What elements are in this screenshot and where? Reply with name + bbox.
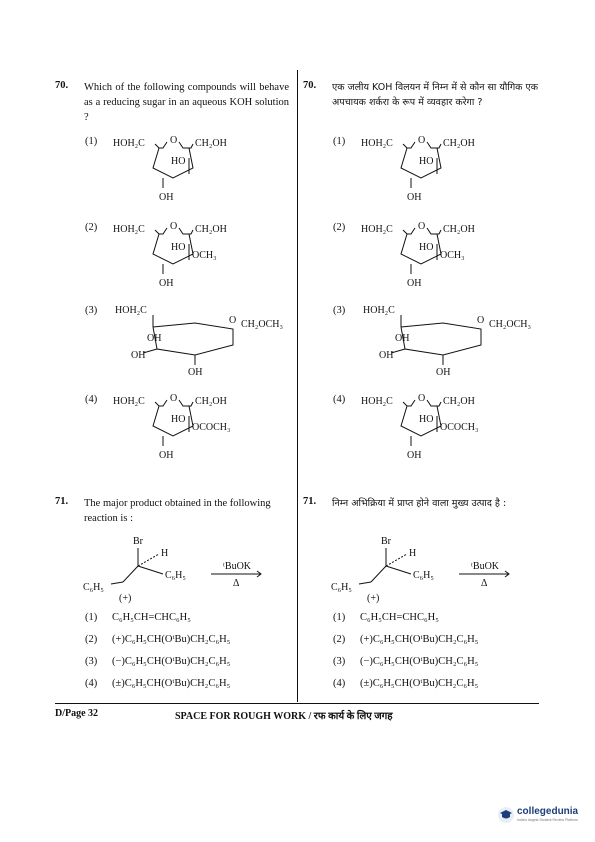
q71-text-en: The major product obtained in the following reaction is : bbox=[84, 498, 271, 524]
q70-structure-3 bbox=[113, 303, 303, 383]
h-label: H bbox=[161, 548, 169, 559]
q71-number: 71. bbox=[55, 496, 69, 507]
ho-label: HO bbox=[171, 242, 186, 253]
oh-label: OH bbox=[407, 450, 422, 461]
q70-option-label: (1) bbox=[85, 136, 98, 147]
oh-label: OH bbox=[436, 367, 451, 378]
q71-answer-label: (3) bbox=[85, 656, 98, 667]
left-substituent: HOH₂C bbox=[361, 224, 393, 235]
oh-label: OH bbox=[407, 192, 422, 203]
q71-number-hi: 71. bbox=[303, 496, 317, 507]
optical-sign: (+) bbox=[367, 593, 380, 604]
left-substituent: HOH₂C bbox=[361, 396, 393, 407]
q70-structure-4 bbox=[361, 392, 551, 472]
ring-oxygen: O bbox=[170, 393, 178, 404]
q71-answer-text: (±)C₆H₅CH(OᵗBu)CH₂C₆H₅ bbox=[360, 678, 479, 689]
extra-substituent: OH bbox=[379, 350, 394, 361]
ring-oxygen: O bbox=[170, 221, 178, 232]
left-substituent: HOH₂C bbox=[113, 396, 145, 407]
right-substituent: CH₂OCH₃ bbox=[241, 319, 283, 330]
q70-option-label: (4) bbox=[333, 394, 346, 405]
ho-label: HO bbox=[419, 156, 434, 167]
brand-tagline: India's largest Student Review Platform bbox=[517, 818, 578, 822]
q70-text-en: Which of the following compounds will behave as a reducing sugar in an aqueous KOH solution ? bbox=[84, 82, 289, 123]
q71-answer-text: C₆H₅CH=CHC₆H₅ bbox=[112, 612, 191, 623]
oh-label: OH bbox=[395, 333, 410, 344]
extra-substituent: OCH₃ bbox=[440, 250, 465, 261]
footer-rule bbox=[55, 703, 539, 704]
extra-substituent: OCH₃ bbox=[192, 250, 217, 261]
q71-reaction-scheme bbox=[331, 534, 541, 614]
q71-answer-label: (1) bbox=[333, 612, 346, 623]
q71-answer-text: (±)C₆H₅CH(OᵗBu)CH₂C₆H₅ bbox=[112, 678, 231, 689]
ring-oxygen: O bbox=[418, 135, 426, 146]
right-substituent: CH₂OH bbox=[443, 396, 475, 407]
right-substituent: CH₂OH bbox=[443, 138, 475, 149]
right-substituent: CH₂OH bbox=[195, 396, 227, 407]
q71-answer-label: (1) bbox=[85, 612, 98, 623]
optical-sign: (+) bbox=[119, 593, 132, 604]
left-substituent: HOH₂C bbox=[361, 138, 393, 149]
extra-substituent: OCOCH₃ bbox=[440, 422, 479, 433]
q71-answer-text: C₆H₅CH=CHC₆H₅ bbox=[360, 612, 439, 623]
brand-logo bbox=[497, 804, 587, 826]
oh-label: OH bbox=[147, 333, 162, 344]
q70-option-label: (2) bbox=[85, 222, 98, 233]
q71-answer-text: (+)C₆H₅CH(OᵗBu)CH₂C₆H₅ bbox=[112, 634, 231, 645]
phenyl-left: C₆H₅ bbox=[83, 582, 104, 593]
reagent-base: ᵗBuOK bbox=[223, 561, 252, 572]
ring-oxygen: O bbox=[418, 221, 426, 232]
oh-label: OH bbox=[159, 192, 174, 203]
rough-work-label: SPACE FOR ROUGH WORK / रफ कार्य के लिए जगह bbox=[175, 711, 393, 722]
right-substituent: CH₂OH bbox=[443, 224, 475, 235]
q70-option-label: (2) bbox=[333, 222, 346, 233]
reagent-base: ᵗBuOK bbox=[471, 561, 500, 572]
q70-structure-2 bbox=[361, 220, 551, 300]
q71-text-hi: निम्न अभिक्रिया में प्राप्त होने वाला मुख्य उत्पाद है : bbox=[332, 498, 507, 509]
ring-oxygen: O bbox=[170, 135, 178, 146]
right-substituent: CH₂OH bbox=[195, 138, 227, 149]
ho-label: HO bbox=[419, 414, 434, 425]
phenyl-right: C₆H₅ bbox=[165, 570, 186, 581]
q71-answer-label: (2) bbox=[85, 634, 98, 645]
right-substituent: CH₂OH bbox=[195, 224, 227, 235]
left-substituent: HOH₂C bbox=[363, 305, 395, 316]
page-number: D/Page 32 bbox=[55, 708, 99, 719]
extra-substituent: OH bbox=[131, 350, 146, 361]
left-substituent: HOH₂C bbox=[113, 224, 145, 235]
heat-symbol: Δ bbox=[481, 578, 488, 589]
q71-reaction-scheme bbox=[83, 534, 293, 614]
ho-label: HO bbox=[171, 414, 186, 425]
q70-structure-1 bbox=[361, 134, 551, 214]
phenyl-left: C₆H₅ bbox=[331, 582, 352, 593]
h-label: H bbox=[409, 548, 417, 559]
br-label: Br bbox=[133, 536, 143, 547]
left-substituent: HOH₂C bbox=[113, 138, 145, 149]
q70-number-hi: 70. bbox=[303, 80, 317, 91]
oh-label: OH bbox=[188, 367, 203, 378]
oh-label: OH bbox=[159, 278, 174, 289]
q70-text-hi: एक जलीय KOH विलयन में निम्न में से कौन सा यौगिक एक अपचायक शर्करा के रूप में व्यवहार करेगा ? bbox=[332, 82, 539, 108]
q70-option-label: (4) bbox=[85, 394, 98, 405]
q71-answer-text: (+)C₆H₅CH(OᵗBu)CH₂C₆H₅ bbox=[360, 634, 479, 645]
ring-oxygen: O bbox=[418, 393, 426, 404]
left-substituent: HOH₂C bbox=[115, 305, 147, 316]
extra-substituent: OCOCH₃ bbox=[192, 422, 231, 433]
brand-name: collegedunia bbox=[517, 806, 579, 817]
q70-option-label: (3) bbox=[85, 305, 98, 316]
q71-answer-text: (−)C₆H₅CH(OᵗBu)CH₂C₆H₅ bbox=[112, 656, 231, 667]
q71-answer-label: (3) bbox=[333, 656, 346, 667]
q70-option-label: (1) bbox=[333, 136, 346, 147]
heat-symbol: Δ bbox=[233, 578, 240, 589]
ring-oxygen: O bbox=[229, 315, 237, 326]
right-substituent: CH₂OCH₃ bbox=[489, 319, 531, 330]
q71-answer-label: (4) bbox=[85, 678, 98, 689]
q70-structure-2 bbox=[113, 220, 303, 300]
q70-structure-4 bbox=[113, 392, 303, 472]
q70-structure-3 bbox=[361, 303, 551, 383]
ring-oxygen: O bbox=[477, 315, 485, 326]
oh-label: OH bbox=[159, 450, 174, 461]
q70-structure-1 bbox=[113, 134, 303, 214]
q71-answer-label: (2) bbox=[333, 634, 346, 645]
q70-option-label: (3) bbox=[333, 305, 346, 316]
br-label: Br bbox=[381, 536, 391, 547]
oh-label: OH bbox=[407, 278, 422, 289]
phenyl-right: C₆H₅ bbox=[413, 570, 434, 581]
ho-label: HO bbox=[171, 156, 186, 167]
ho-label: HO bbox=[419, 242, 434, 253]
q71-answer-text: (−)C₆H₅CH(OᵗBu)CH₂C₆H₅ bbox=[360, 656, 479, 667]
q71-answer-label: (4) bbox=[333, 678, 346, 689]
q70-number: 70. bbox=[55, 80, 69, 91]
